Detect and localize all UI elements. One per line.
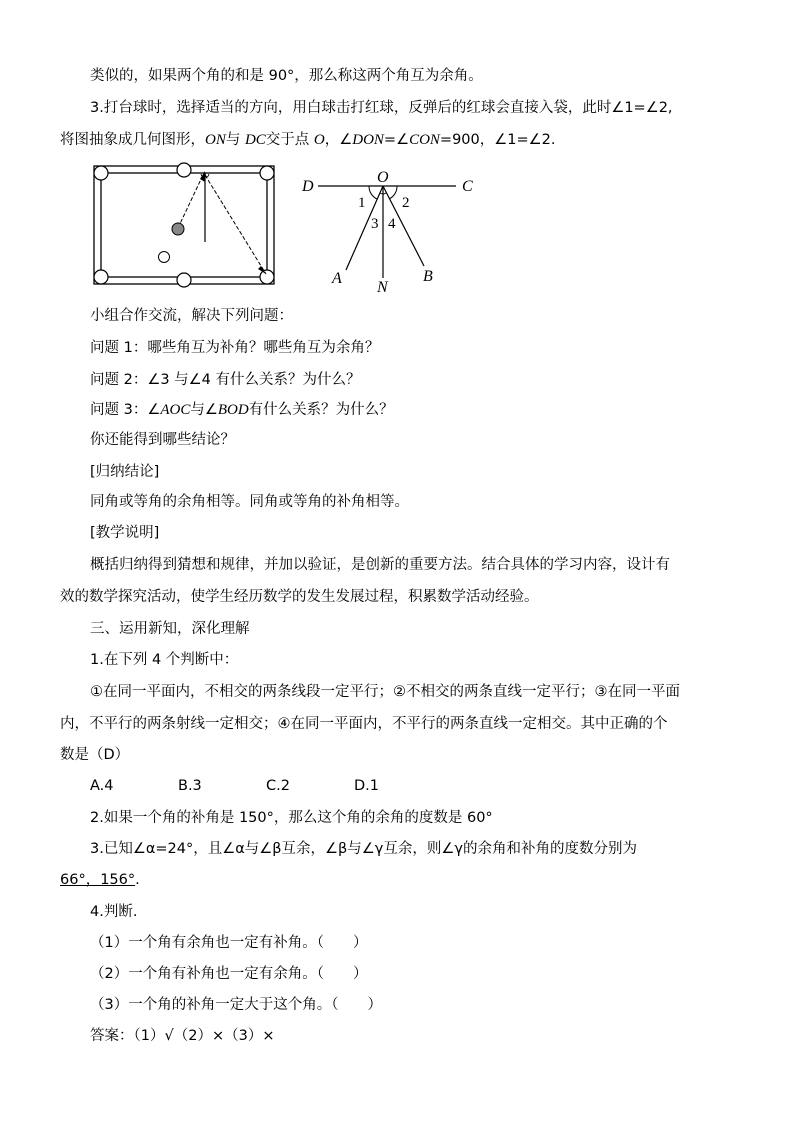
label-c: C	[462, 178, 473, 195]
text-span: 有什么关系？为什么？	[248, 402, 394, 418]
text-span: 交于点	[265, 132, 314, 148]
text-line: 类似的，如果两个角的和是 90°，那么称这两个角互为余角。	[90, 68, 483, 84]
math-var: ON	[205, 132, 226, 148]
text-line: 3.打台球时，选择适当的方向，用白球击打红球，反弹后的红球会直接入袋，此时∠1=∠2,	[90, 100, 673, 116]
ball-path-reflected	[205, 175, 266, 274]
text-line: 效的数学探究活动，使学生经历数学的发生发展过程，积累数学活动经验。	[60, 589, 539, 605]
text-line: ①在同一平面内，不相交的两条线段一定平行；②不相交的两条直线一定平行；③在同一平面	[90, 684, 680, 700]
label-1: 1	[358, 195, 366, 211]
answer-line: 答案：（1）√（2）×（3）×	[90, 1028, 275, 1044]
pocket-top-middle	[177, 163, 191, 177]
option-d: D.1	[354, 778, 379, 794]
exercise-2: 2.如果一个角的补角是 150°，那么这个角的余角的度数是 60°	[90, 810, 493, 826]
option-c: C.2	[266, 778, 290, 794]
options-row	[90, 776, 442, 796]
text-span: 将图抽象成几何图形，	[60, 132, 205, 148]
text-line: 概括归纳得到猜想和规律，并加以验证，是创新的重要方法。结合具体的学习内容，设计有	[90, 557, 670, 573]
pocket-top-right	[260, 166, 274, 180]
pocket-bottom-left	[94, 270, 108, 284]
judgement-3: （3）一个角的补角一定大于这个角。（ ）	[90, 997, 382, 1013]
option-a: A.4	[90, 778, 114, 794]
text-line: 数是（D）	[60, 747, 130, 763]
section-heading: 三、运用新知，深化理解	[90, 621, 250, 637]
red-ball	[172, 223, 184, 235]
question-1: 问题 1：哪些角互为补角？哪些角互为余角？	[90, 340, 380, 356]
label-3: 3	[371, 216, 379, 232]
text-line: 你还能得到哪些结论？	[90, 432, 235, 448]
judgement-1: （1）一个角有余角也一定有补角。（ ）	[90, 935, 368, 951]
label-a: A	[332, 270, 342, 287]
table-outer-edge	[94, 166, 274, 284]
angle-geometry-figure	[296, 166, 486, 296]
section-heading: [归纳结论]	[90, 464, 160, 480]
table-inner-edge	[101, 173, 267, 277]
white-ball	[159, 252, 170, 263]
text-line: 同角或等角的余角相等。同角或等角的补角相等。	[90, 494, 409, 510]
math-var: O	[313, 132, 325, 148]
exercise-3: 3.已知∠α=24°，且∠α与∠β互余，∠β与∠γ互余，则∠γ的余角和补角的度数分别为	[90, 841, 637, 857]
billiard-table-figure	[90, 160, 280, 290]
ball-path-incoming	[178, 175, 203, 228]
label-b: B	[423, 268, 433, 285]
judgement-2: （2）一个角有补角也一定有余角。（ ）	[90, 966, 368, 982]
text-line: 内，不平行的两条射线一定相交；④在同一平面内，不平行的两条直线一定相交。其中正确的个	[60, 716, 668, 732]
math-var: DON	[352, 132, 384, 148]
math-var: BOD	[217, 402, 249, 418]
question-3	[90, 400, 394, 420]
math-var: AOC	[160, 402, 191, 418]
label-4: 4	[388, 216, 396, 232]
math-var: DC	[244, 132, 266, 148]
text-line: 小组合作交流，解决下列问题：	[90, 308, 293, 324]
exercise-4: 4.判断.	[90, 904, 138, 920]
text-span: 问题 3：∠	[90, 402, 161, 418]
label-2: 2	[402, 195, 410, 211]
label-o: O	[377, 169, 389, 186]
arc-angle-2	[389, 186, 397, 199]
text-span: 与∠	[190, 402, 218, 418]
text-span: 与	[225, 132, 245, 148]
text-line	[60, 130, 555, 150]
question-2: 问题 2：∠3 与∠4 有什么关系？为什么？	[90, 372, 361, 388]
text-line	[60, 870, 140, 890]
math-var: CON	[409, 132, 440, 148]
pocket-bottom-right	[260, 270, 274, 284]
arc-angle-1	[369, 186, 377, 199]
label-n: N	[377, 279, 388, 296]
text-span: ，∠	[324, 132, 353, 148]
exercise-1: 1.在下列 4 个判断中：	[90, 652, 239, 668]
pocket-top-left	[94, 166, 108, 180]
label-d: D	[302, 178, 314, 195]
section-heading: [教学说明]	[90, 525, 160, 541]
text-span: =900，∠1=∠2.	[439, 132, 556, 148]
answer-underlined: 66°，156°	[60, 872, 136, 888]
pocket-bottom-middle	[177, 273, 191, 287]
text-span: =∠	[383, 132, 410, 148]
text-span: .	[135, 872, 140, 888]
option-b: B.3	[178, 778, 202, 794]
